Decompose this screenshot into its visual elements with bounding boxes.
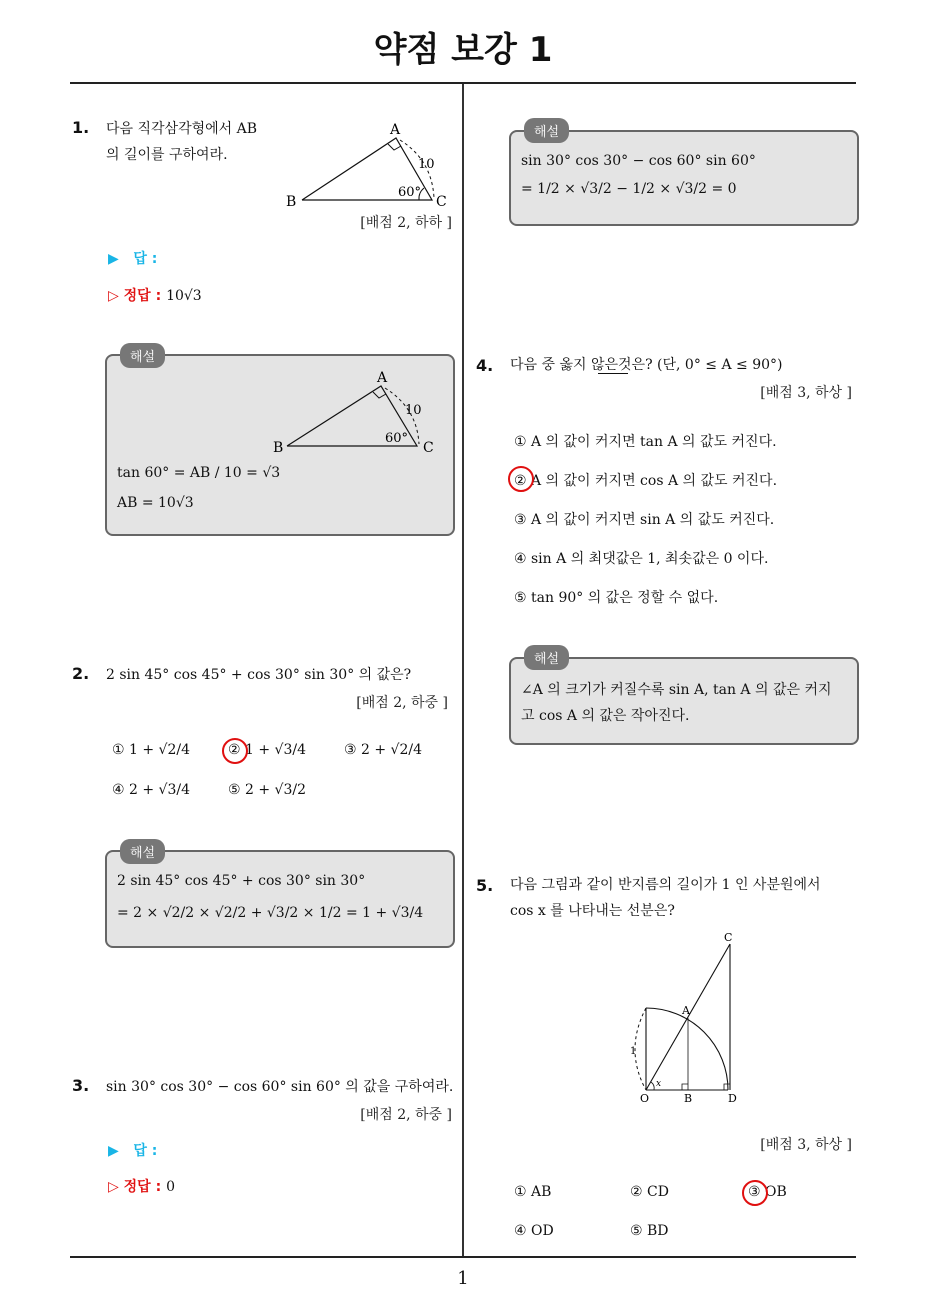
choice-4[interactable]: ④ 2 + √3/4	[112, 782, 190, 798]
side-label: 10	[405, 403, 422, 418]
solution-tag: 해설	[524, 645, 569, 670]
answer-row	[108, 1140, 157, 1160]
correct-value: 10√3	[166, 288, 202, 304]
solution-line: = 1/2 × √3/2 − 1/2 × √3/2 = 0	[521, 181, 737, 197]
choice-2[interactable]: ② CD	[630, 1184, 669, 1200]
solution-line: sin 30° cos 30° − cos 60° sin 60°	[521, 153, 756, 169]
bottom-rule	[70, 1256, 856, 1258]
choice-4[interactable]: ④ OD	[514, 1223, 554, 1239]
question-number: 2.	[72, 664, 90, 683]
play-icon: ▶	[108, 1143, 119, 1159]
score-label: [배점 2, 하하 ]	[360, 215, 452, 231]
choice-1[interactable]: ① AB	[514, 1184, 552, 1200]
solution-line: 고 cos A 의 값은 작아진다.	[521, 708, 690, 724]
question-text-line: 의 길이를 구하여라.	[106, 147, 228, 163]
question-text-line: 다음 그림과 같이 반지름의 길이가 1 인 사분원에서	[510, 877, 821, 893]
answer-row	[108, 248, 157, 268]
choice-5[interactable]: ⑤ tan 90° 의 값은 정할 수 없다.	[514, 590, 719, 606]
solution-line: ∠A 의 크기가 커질수록 sin A, tan A 의 값은 커지	[521, 682, 832, 698]
question-text-line: cos x 를 나타내는 선분은?	[510, 903, 675, 919]
choice-1[interactable]: ① 1 + √2/4	[112, 742, 190, 758]
solution-line: 2 sin 45° cos 45° + cos 30° sin 30°	[117, 873, 366, 889]
question-number: 5.	[476, 876, 494, 895]
point-label-c: C	[724, 931, 733, 944]
point-label-a: A	[682, 1004, 690, 1017]
point-label-d: D	[728, 1092, 737, 1105]
side-label: 10	[418, 157, 435, 172]
solution-box	[105, 850, 455, 948]
solution-box	[105, 354, 455, 536]
correct-value: 0	[166, 1179, 175, 1195]
solution-line: AB = 10√3	[117, 495, 194, 511]
question-number: 1.	[72, 118, 90, 137]
choice-3[interactable]: ③ OB	[748, 1184, 787, 1200]
selected-mark	[508, 466, 534, 492]
score-label: [배점 3, 하상 ]	[760, 1137, 852, 1153]
vertex-label-b: B	[286, 194, 297, 210]
correct-label: 정답 :	[123, 288, 162, 304]
point-label-b: B	[684, 1092, 693, 1105]
answer-label: 답 :	[133, 1143, 158, 1159]
question-number: 4.	[476, 356, 494, 375]
answer-label: 답 :	[133, 251, 158, 267]
question-number: 3.	[72, 1076, 90, 1095]
triangle-figure	[267, 370, 437, 460]
choice-4[interactable]: ④ sin A 의 최댓값은 1, 최솟값은 0 이다.	[514, 551, 769, 567]
triangle-figure	[282, 120, 452, 210]
page-number: 1	[457, 1268, 469, 1289]
correct-answer-row	[108, 285, 202, 305]
vertex-label-c: C	[436, 194, 447, 210]
solution-line: tan 60° = AB / 10 = √3	[117, 465, 281, 481]
choice-1[interactable]: ① A 의 값이 커지면 tan A 의 값도 커진다.	[514, 434, 777, 450]
question-text	[510, 872, 821, 924]
question-text-line: 다음 직각삼각형에서 AB	[106, 121, 258, 137]
solution-box	[509, 657, 859, 745]
score-label: [배점 2, 하중 ]	[360, 1107, 452, 1123]
point-label-o: O	[640, 1092, 650, 1105]
vertex-label-c: C	[423, 440, 434, 456]
question-text: 2 sin 45° cos 45° + cos 30° sin 30° 의 값은?	[106, 667, 412, 683]
correct-answer-row	[108, 1176, 175, 1196]
choice-2[interactable]: ② A 의 값이 커지면 cos A 의 값도 커진다.	[514, 473, 778, 489]
solution-tag: 해설	[120, 343, 165, 368]
choice-5[interactable]: ⑤ 2 + √3/2	[228, 782, 306, 798]
question-text: sin 30° cos 30° − cos 60° sin 60° 의 값을 구하여라.	[106, 1079, 454, 1095]
vertex-label-a: A	[377, 370, 388, 386]
question-text	[106, 116, 257, 168]
underline-mark	[598, 373, 628, 374]
correct-label: 정답 :	[123, 1179, 162, 1195]
solution-line: = 2 × √2/2 × √2/2 + √3/2 × 1/2 = 1 + √3/4	[117, 905, 424, 921]
solution-tag: 해설	[120, 839, 165, 864]
question-text: 다음 중 옳지 않은것은? (단, 0° ≤ A ≤ 90°)	[510, 357, 783, 373]
score-label: [배점 2, 하중 ]	[356, 695, 448, 711]
choice-3[interactable]: ③ A 의 값이 커지면 sin A 의 값도 커진다.	[514, 512, 775, 528]
radius-label: 1	[630, 1046, 637, 1057]
choice-3[interactable]: ③ 2 + √2/4	[344, 742, 422, 758]
selected-mark	[222, 738, 248, 764]
score-label: [배점 3, 하상 ]	[760, 385, 852, 401]
column-divider	[462, 84, 464, 1258]
triangle-outline-icon: ▷	[108, 288, 119, 304]
selected-mark	[742, 1180, 768, 1206]
solution-box	[509, 130, 859, 226]
vertex-label-b: B	[273, 440, 284, 456]
choice-2[interactable]: ② 1 + √3/4	[228, 742, 306, 758]
choice-5[interactable]: ⑤ BD	[630, 1223, 669, 1239]
angle-label: 60°	[398, 185, 422, 200]
angle-label: x	[656, 1079, 662, 1089]
play-icon: ▶	[108, 251, 119, 267]
angle-label: 60°	[385, 431, 409, 446]
solution-tag: 해설	[524, 118, 569, 143]
triangle-outline-icon: ▷	[108, 1179, 119, 1195]
vertex-label-a: A	[390, 122, 401, 138]
quarter-circle-figure	[618, 928, 758, 1108]
page-title: 약점 보강 1	[373, 30, 553, 70]
